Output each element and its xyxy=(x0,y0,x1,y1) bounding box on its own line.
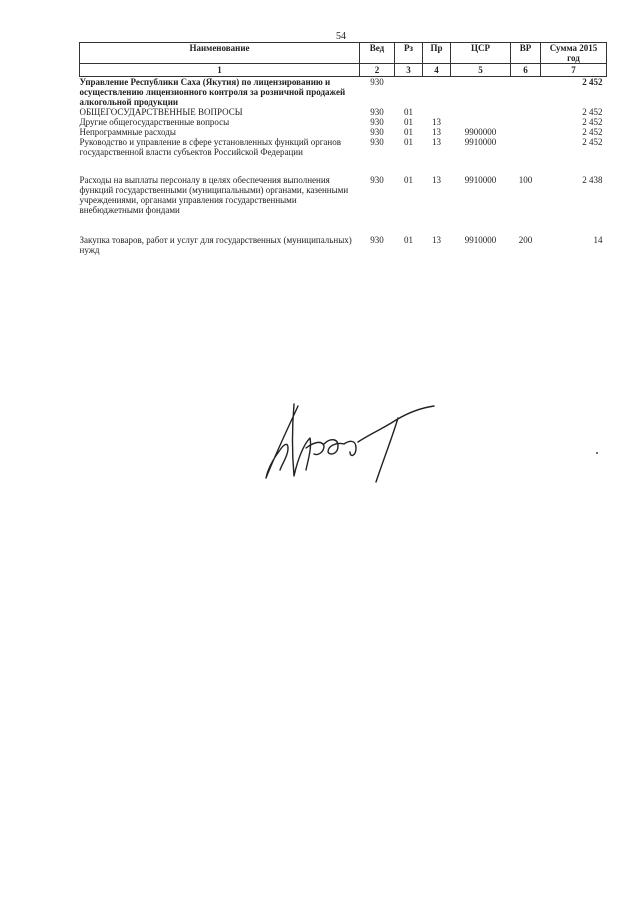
row-sum: 2 452 xyxy=(582,77,603,87)
header-name: Наименование xyxy=(80,43,360,64)
row-vr xyxy=(511,137,541,157)
row-sum: 2 452 xyxy=(582,117,603,127)
table-row xyxy=(80,77,607,108)
row-sum: 2 452 xyxy=(582,107,603,117)
row-csr: 9910000 xyxy=(464,175,497,185)
row-vr: 200 xyxy=(518,235,533,245)
column-number: 2 xyxy=(360,64,395,77)
header-vr: ВР xyxy=(511,43,541,64)
row-rz: 01 xyxy=(404,137,413,147)
row-vr xyxy=(511,117,541,127)
row-vr: 100 xyxy=(518,175,533,185)
row-name: Закупка товаров, работ и услуг для государственных (муниципальных) нужд xyxy=(79,235,352,255)
row-csr xyxy=(451,77,511,108)
table-row xyxy=(80,175,607,215)
row-sum: 2 438 xyxy=(582,175,603,185)
header-row xyxy=(80,43,607,64)
row-vr xyxy=(511,107,541,117)
table-row xyxy=(80,117,607,127)
header-csr: ЦСР xyxy=(451,43,511,64)
column-number: 5 xyxy=(451,64,511,77)
row-rz xyxy=(395,77,423,108)
row-pr: 13 xyxy=(432,117,441,127)
row-ved: 930 xyxy=(370,127,384,137)
header-pr: Пр xyxy=(423,43,451,64)
row-csr xyxy=(451,107,511,117)
row-ved: 930 xyxy=(370,107,384,117)
column-number: 1 xyxy=(80,64,360,77)
row-pr xyxy=(423,107,451,117)
row-csr: 9910000 xyxy=(464,137,497,147)
budget-table xyxy=(79,42,607,255)
row-ved: 930 xyxy=(370,175,384,185)
table-row xyxy=(80,127,607,137)
row-rz: 01 xyxy=(404,107,413,117)
column-number-row xyxy=(80,64,607,77)
row-rz: 01 xyxy=(404,175,413,185)
column-number: 6 xyxy=(511,64,541,77)
row-name: Расходы на выплаты персоналу в целях обеспечения выполнения функций государственными (муниципальными) органами, казенными учреждениями, органами управления государственными внебюджетными фондами xyxy=(79,175,349,215)
row-pr: 13 xyxy=(432,235,441,245)
row-vr xyxy=(511,77,541,108)
header-rz: Рз xyxy=(395,43,423,64)
row-name: ОБЩЕГОСУДАРСТВЕННЫЕ ВОПРОСЫ xyxy=(79,107,243,117)
row-sum: 2 452 xyxy=(582,137,603,147)
table-row xyxy=(80,235,607,255)
column-number: 7 xyxy=(541,64,607,77)
row-pr: 13 xyxy=(432,175,441,185)
header-ved: Вед xyxy=(360,43,395,64)
table-row xyxy=(80,107,607,117)
row-pr: 13 xyxy=(432,137,441,147)
speck-mark xyxy=(596,452,598,454)
page-number: 54 xyxy=(336,31,346,42)
row-ved: 930 xyxy=(370,77,384,87)
row-vr xyxy=(511,127,541,137)
handwritten-signature xyxy=(258,398,438,488)
table-row xyxy=(80,137,607,157)
row-name: Управление Республики Саха (Якутия) по лицензированию и осуществлению лицензионного контроля за розничной продажей алкогольной продукции xyxy=(79,77,346,107)
row-csr xyxy=(451,117,511,127)
row-pr: 13 xyxy=(432,127,441,137)
row-csr: 9900000 xyxy=(464,127,497,137)
row-sum: 2 452 xyxy=(582,127,603,137)
column-number: 3 xyxy=(395,64,423,77)
row-sum: 14 xyxy=(593,235,603,245)
header-sum: Сумма 2015 год xyxy=(541,43,607,64)
row-name: Другие общегосударственные вопросы xyxy=(79,117,230,127)
row-pr xyxy=(423,77,451,108)
row-spacer xyxy=(80,157,607,175)
row-name: Непрограммные расходы xyxy=(79,127,176,137)
column-number: 4 xyxy=(423,64,451,77)
row-rz: 01 xyxy=(404,235,413,245)
row-ved: 930 xyxy=(370,117,384,127)
row-rz: 01 xyxy=(404,127,413,137)
row-spacer xyxy=(80,215,607,235)
row-ved: 930 xyxy=(370,235,384,245)
row-csr: 9910000 xyxy=(464,235,497,245)
row-name: Руководство и управление в сфере установленных функций органов государственной власти субъектов Российской Федерации xyxy=(79,137,341,157)
row-ved: 930 xyxy=(370,137,384,147)
row-rz: 01 xyxy=(404,117,413,127)
